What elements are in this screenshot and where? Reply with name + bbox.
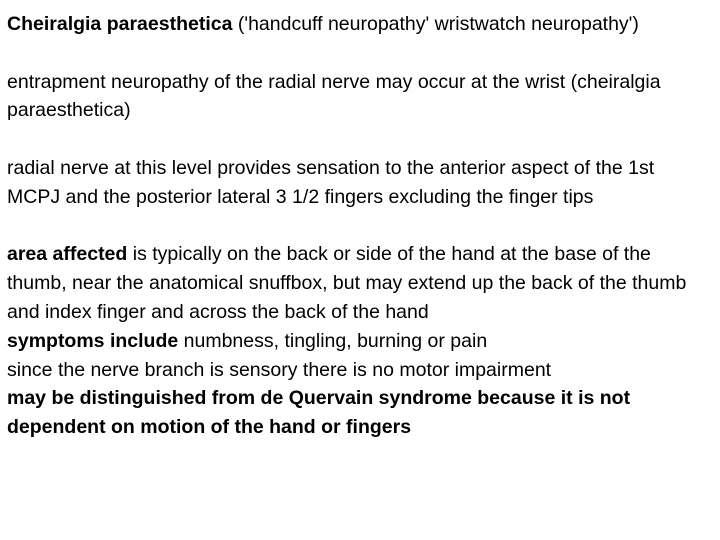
paragraph-entrapment: entrapment neuropathy of the radial nerve may occur at the wrist (cheiralgia paraesthetica) xyxy=(7,70,661,122)
title-line xyxy=(7,10,707,39)
paragraph-distinction xyxy=(7,384,707,442)
spacer xyxy=(7,39,707,68)
spacer xyxy=(7,125,707,154)
title-rest: ('handcuff neuropathy' wristwatch neuropathy') xyxy=(232,13,639,35)
symptoms-label: symptoms include xyxy=(7,329,179,352)
paragraph-symptoms xyxy=(7,327,707,356)
spacer xyxy=(7,212,707,241)
symptoms-text: numbness, tingling, burning or pain xyxy=(178,329,488,352)
title-bold: Cheiralgia paraesthetica xyxy=(7,13,233,35)
area-text: is typically on the back or side of the hand at the base of the thumb, near the anatomical snuffbox, but may extend up the back of the thumb and index finger and across the back of the hand xyxy=(7,243,687,323)
area-label: area affected xyxy=(7,243,128,266)
paragraph-sensory-note: since the nerve branch is sensory there is no motor impairment xyxy=(7,358,552,381)
paragraph-area-affected xyxy=(7,240,707,326)
paragraph-sensation: radial nerve at this level provides sensation to the anterior aspect of the 1st MCPJ and the posterior lateral 3 1/2 fingers excluding the finger tips xyxy=(7,156,655,208)
distinction-text: may be distinguished from de Quervain syndrome because it is not dependent on motion of the hand or fingers xyxy=(7,387,631,439)
document-body xyxy=(7,10,707,442)
